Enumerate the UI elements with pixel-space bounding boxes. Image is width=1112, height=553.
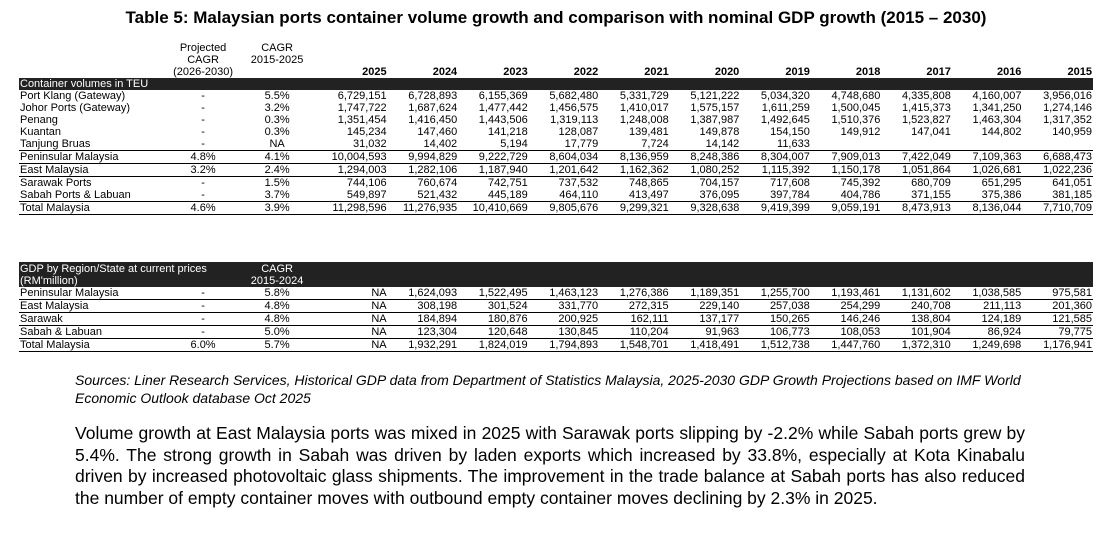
gdp-section-label-line: GDP by Region/State at current prices — [20, 263, 207, 275]
value-cell: 128,087 — [558, 126, 599, 138]
row-label: East Malaysia — [19, 300, 169, 313]
value-cell: 1,248,008 — [619, 114, 669, 126]
value-cell: 1,747,722 — [337, 102, 387, 114]
cagr-cell: 4.1% — [237, 151, 317, 164]
value-cell: 120,648 — [458, 326, 529, 339]
header-year: 2024 — [432, 66, 458, 78]
value-cell: 79,775 — [1022, 326, 1093, 339]
value-cell — [811, 138, 882, 151]
projected-cagr-cell: - — [169, 287, 237, 300]
value-cell: 1,447,760 — [811, 339, 882, 352]
value-cell: 123,304 — [388, 326, 459, 339]
row-label: Sarawak Ports — [20, 177, 92, 189]
cagr-cell: 3.7% — [264, 189, 290, 201]
value-cell: 6,729,151 — [337, 90, 387, 102]
table-row — [19, 339, 1093, 352]
value-cell: 14,402 — [423, 138, 458, 150]
value-cell: 147,041 — [911, 126, 951, 138]
row-label: Port Klang (Gateway) — [20, 90, 126, 102]
value-cell: 1,080,252 — [670, 164, 741, 177]
header-year: 2022 — [573, 66, 599, 78]
value-cell: 1,415,373 — [901, 102, 951, 114]
value-cell: 1,443,506 — [478, 114, 528, 126]
value-cell — [1022, 138, 1093, 151]
cagr-cell: 1.5% — [264, 177, 290, 189]
table-row — [19, 300, 1093, 313]
value-cell: 9,805,676 — [529, 202, 600, 215]
cagr-cell: NA — [269, 138, 285, 150]
value-cell: 464,110 — [559, 189, 599, 201]
value-cell: 141,218 — [487, 126, 528, 138]
value-cell: 376,095 — [699, 189, 740, 201]
value-cell: 17,779 — [564, 138, 599, 150]
value-cell: 9,222,729 — [458, 151, 529, 164]
cagr-cell: 3.2% — [264, 102, 290, 114]
teu-section-label: Container volumes in TEU — [19, 78, 1093, 90]
value-cell: 1,294,003 — [317, 164, 388, 177]
value-cell: 184,894 — [388, 313, 459, 326]
value-cell: 139,481 — [629, 126, 669, 138]
value-cell: 110,204 — [599, 326, 670, 339]
value-cell: 742,751 — [487, 177, 528, 189]
value-cell: 9,328,638 — [670, 202, 741, 215]
value-cell: 413,497 — [629, 189, 669, 201]
value-cell: NA — [317, 313, 388, 326]
table-row — [19, 202, 1093, 215]
value-cell: 1,351,454 — [337, 114, 387, 126]
value-cell: 1,274,146 — [1043, 102, 1092, 114]
value-cell: 201,360 — [1022, 300, 1093, 313]
value-cell — [881, 138, 952, 151]
table-row — [19, 114, 1093, 126]
cagr-cell: 2.4% — [237, 164, 317, 177]
value-cell: 257,038 — [740, 300, 811, 313]
value-cell: 149,912 — [840, 126, 881, 138]
value-cell: 1,418,491 — [670, 339, 741, 352]
value-cell: 371,155 — [911, 189, 951, 201]
row-label: Johor Ports (Gateway) — [20, 102, 131, 114]
value-cell: 1,317,352 — [1043, 114, 1092, 126]
value-cell: 1,512,738 — [740, 339, 811, 352]
value-cell: 1,372,310 — [881, 339, 952, 352]
value-cell: 149,878 — [699, 126, 740, 138]
header-year: 2017 — [926, 66, 951, 78]
value-cell: 11,276,935 — [388, 202, 459, 215]
value-cell: 4,160,007 — [972, 90, 1022, 102]
value-cell: 1,416,450 — [408, 114, 458, 126]
header-cagr-line: CAGR — [261, 42, 293, 54]
row-label: Tanjung Bruas — [20, 138, 91, 150]
gdp-cagr-header-line: 2015-2024 — [250, 274, 304, 287]
value-cell: 1,131,602 — [881, 287, 952, 300]
row-label: East Malaysia — [19, 164, 169, 177]
value-cell: 121,585 — [1022, 313, 1093, 326]
projected-cagr-cell: - — [201, 90, 205, 102]
value-cell: NA — [317, 287, 388, 300]
gdp-section-filler — [317, 262, 1093, 287]
value-cell: 1,410,017 — [619, 102, 669, 114]
value-cell: 240,708 — [881, 300, 952, 313]
value-cell: 8,473,913 — [881, 202, 952, 215]
value-cell: 1,794,893 — [529, 339, 600, 352]
projected-cagr-cell: - — [169, 313, 237, 326]
projected-cagr-cell: - — [201, 189, 205, 201]
header-year: 2018 — [855, 66, 881, 78]
value-cell: 1,189,351 — [670, 287, 741, 300]
teu-section-row — [19, 78, 1093, 90]
value-cell: NA — [317, 339, 388, 352]
gdp-table — [19, 262, 1093, 352]
value-cell: 1,193,461 — [811, 287, 882, 300]
value-cell: 108,053 — [811, 326, 882, 339]
value-cell: 397,784 — [770, 189, 810, 201]
cagr-cell: 0.3% — [264, 126, 290, 138]
value-cell: 180,876 — [458, 313, 529, 326]
gdp-cagr-header — [237, 262, 317, 287]
row-label: Total Malaysia — [19, 339, 169, 352]
value-cell: 375,386 — [981, 189, 1022, 201]
value-cell: 200,925 — [529, 313, 600, 326]
value-cell: 9,419,399 — [740, 202, 811, 215]
value-cell: 1,201,642 — [529, 164, 600, 177]
table-row — [19, 287, 1093, 300]
value-cell: 760,674 — [417, 177, 458, 189]
projected-cagr-cell: - — [201, 114, 205, 126]
table-row — [19, 164, 1093, 177]
value-cell: 3,956,016 — [1043, 90, 1092, 102]
value-cell: 150,265 — [740, 313, 811, 326]
value-cell: 1,611,259 — [761, 102, 810, 114]
value-cell: 1,932,291 — [388, 339, 459, 352]
row-label: Sabah Ports & Labuan — [20, 189, 131, 201]
table-row — [19, 326, 1093, 339]
value-cell: 745,392 — [840, 177, 881, 189]
value-cell: 744,106 — [346, 177, 387, 189]
value-cell: 1,624,093 — [388, 287, 459, 300]
value-cell: 91,963 — [670, 326, 741, 339]
value-cell: 7,710,709 — [1022, 202, 1093, 215]
value-cell: 162,111 — [599, 313, 670, 326]
value-cell: 1,319,113 — [550, 114, 599, 126]
table-row — [19, 126, 1093, 138]
value-cell: 9,059,191 — [811, 202, 882, 215]
value-cell: 138,804 — [881, 313, 952, 326]
value-cell: 8,304,007 — [740, 151, 811, 164]
value-cell: 137,177 — [670, 313, 741, 326]
projected-cagr-cell: - — [201, 177, 205, 189]
header-year: 2025 — [362, 66, 387, 78]
value-cell: 86,924 — [952, 326, 1023, 339]
value-cell: 272,315 — [599, 300, 670, 313]
value-cell: 651,295 — [981, 177, 1022, 189]
row-label: Penang — [20, 114, 58, 126]
table-header-row — [19, 36, 1093, 78]
sources-note: Sources: Liner Research Services, Historical GDP data from Department of Statistics Malaysia, 2025-2030 GDP Growth Projections based on IMF World Economic Outlook database Oct 2025 — [75, 372, 1021, 406]
value-cell: 1,115,392 — [740, 164, 811, 177]
value-cell: 301,524 — [458, 300, 529, 313]
value-cell: 31,032 — [353, 138, 387, 150]
cagr-cell: 4.8% — [237, 313, 317, 326]
header-projected-line: CAGR — [187, 54, 219, 66]
value-cell: 445,189 — [487, 189, 528, 201]
value-cell: 254,299 — [811, 300, 882, 313]
projected-cagr-cell: 3.2% — [169, 164, 237, 177]
value-cell: 7,909,013 — [811, 151, 882, 164]
table-row — [19, 189, 1093, 202]
row-label: Peninsular Malaysia — [19, 151, 169, 164]
value-cell: 381,185 — [1052, 189, 1092, 201]
value-cell: 7,109,363 — [952, 151, 1023, 164]
value-cell: 140,959 — [1052, 126, 1092, 138]
value-cell: 975,581 — [1022, 287, 1093, 300]
value-cell: 737,532 — [558, 177, 599, 189]
value-cell: 10,004,593 — [317, 151, 388, 164]
value-cell: 211,113 — [952, 300, 1023, 313]
value-cell: 106,773 — [740, 326, 811, 339]
value-cell: 549,897 — [346, 189, 387, 201]
value-cell: 308,198 — [388, 300, 459, 313]
value-cell: 144,802 — [981, 126, 1022, 138]
table-row — [19, 151, 1093, 164]
value-cell: 146,246 — [811, 313, 882, 326]
value-cell: 5,034,320 — [760, 90, 810, 102]
projected-cagr-cell: 4.8% — [169, 151, 237, 164]
value-cell: 1,022,236 — [1022, 164, 1093, 177]
value-cell: 11,298,596 — [317, 202, 388, 215]
value-cell: 4,335,808 — [901, 90, 951, 102]
value-cell: 1,575,157 — [690, 102, 740, 114]
cagr-cell: 0.3% — [264, 114, 290, 126]
value-cell: 1,276,386 — [599, 287, 670, 300]
value-cell: 404,786 — [840, 189, 881, 201]
value-cell: 8,248,386 — [670, 151, 741, 164]
value-cell: 101,904 — [881, 326, 952, 339]
value-cell: 4,748,680 — [831, 90, 881, 102]
value-cell: 9,299,321 — [599, 202, 670, 215]
value-cell: 1,255,700 — [740, 287, 811, 300]
value-cell: 1,176,941 — [1022, 339, 1093, 352]
header-year: 2015 — [1067, 66, 1092, 78]
header-projected-cagr — [169, 36, 237, 78]
value-cell: 1,051,864 — [881, 164, 952, 177]
value-cell: 130,845 — [529, 326, 600, 339]
row-label: Peninsular Malaysia — [19, 287, 169, 300]
value-cell: 6,688,473 — [1022, 151, 1093, 164]
value-cell: 1,687,624 — [408, 102, 458, 114]
value-cell: 680,709 — [911, 177, 951, 189]
value-cell: 1,282,106 — [388, 164, 459, 177]
value-cell: 10,410,669 — [458, 202, 529, 215]
row-label: Kuantan — [20, 126, 61, 138]
value-cell: NA — [317, 326, 388, 339]
value-cell: 1,477,442 — [478, 102, 528, 114]
value-cell: 1,387,987 — [690, 114, 740, 126]
projected-cagr-cell: - — [201, 138, 205, 150]
value-cell: 124,189 — [952, 313, 1023, 326]
value-cell: 6,155,369 — [478, 90, 528, 102]
projected-cagr-cell: 6.0% — [169, 339, 237, 352]
value-cell: 11,633 — [777, 138, 810, 150]
row-label: Sarawak — [19, 313, 169, 326]
value-cell: 1,523,827 — [901, 114, 951, 126]
value-cell: 1,038,585 — [952, 287, 1023, 300]
value-cell: 1,492,645 — [760, 114, 810, 126]
value-cell: 145,234 — [346, 126, 387, 138]
table-row — [19, 102, 1093, 114]
header-year: 2020 — [714, 66, 740, 78]
value-cell: 1,150,178 — [811, 164, 882, 177]
value-cell: NA — [317, 300, 388, 313]
value-cell: 1,522,495 — [458, 287, 529, 300]
value-cell: 1,500,045 — [831, 102, 881, 114]
header-year: 2016 — [996, 66, 1022, 78]
header-blank — [19, 36, 169, 78]
table-row — [19, 90, 1093, 102]
value-cell: 229,140 — [670, 300, 741, 313]
value-cell: 6,728,893 — [408, 90, 458, 102]
value-cell: 8,136,959 — [599, 151, 670, 164]
gdp-cagr-header-line: CAGR — [261, 262, 293, 275]
value-cell: 1,548,701 — [599, 339, 670, 352]
value-cell: 154,150 — [770, 126, 810, 138]
row-label: Total Malaysia — [19, 202, 169, 215]
projected-cagr-cell: - — [169, 326, 237, 339]
value-cell: 1,510,376 — [831, 114, 881, 126]
gdp-section-label-line: (RM'million) — [20, 275, 78, 287]
value-cell: 1,026,681 — [952, 164, 1023, 177]
cagr-cell: 3.9% — [237, 202, 317, 215]
value-cell: 748,865 — [629, 177, 669, 189]
value-cell: 1,341,250 — [972, 102, 1022, 114]
header-year: 2023 — [503, 66, 528, 78]
value-cell: 5,682,480 — [549, 90, 599, 102]
header-cagr — [237, 36, 317, 78]
value-cell: 1,463,304 — [972, 114, 1022, 126]
row-label: Sabah & Labuan — [19, 326, 169, 339]
value-cell: 5,194 — [500, 138, 528, 150]
value-cell: 331,770 — [529, 300, 600, 313]
container-volume-table — [19, 36, 1093, 215]
cagr-cell: 5.7% — [237, 339, 317, 352]
header-cagr-line: 2015-2025 — [250, 54, 304, 66]
value-cell: 704,157 — [699, 177, 740, 189]
value-cell: 5,331,729 — [619, 90, 669, 102]
value-cell: 7,724 — [641, 138, 669, 150]
value-cell: 147,460 — [417, 126, 458, 138]
table-row — [19, 138, 1093, 151]
value-cell: 717,608 — [770, 177, 810, 189]
projected-cagr-cell: 4.6% — [169, 202, 237, 215]
value-cell: 1,162,362 — [599, 164, 670, 177]
value-cell: 5,121,222 — [690, 90, 740, 102]
value-cell: 1,463,123 — [529, 287, 600, 300]
value-cell: 14,142 — [705, 138, 740, 150]
value-cell: 9,994,829 — [388, 151, 459, 164]
value-cell: 1,187,940 — [458, 164, 529, 177]
cagr-cell: 4.8% — [237, 300, 317, 313]
gdp-section-label — [19, 262, 237, 287]
value-cell: 1,249,698 — [952, 339, 1023, 352]
header-year: 2021 — [644, 66, 669, 78]
value-cell: 8,604,034 — [529, 151, 600, 164]
value-cell: 1,456,575 — [549, 102, 599, 114]
header-projected-line: Projected — [179, 42, 227, 54]
value-cell: 641,051 — [1052, 177, 1092, 189]
cagr-cell: 5.0% — [237, 326, 317, 339]
header-projected-line: (2026-2030) — [173, 66, 234, 78]
value-cell — [952, 138, 1023, 151]
value-cell: 7,422,049 — [881, 151, 952, 164]
cagr-cell: 5.8% — [237, 287, 317, 300]
table-row — [19, 177, 1093, 190]
projected-cagr-cell: - — [169, 300, 237, 313]
value-cell: 8,136,044 — [952, 202, 1023, 215]
header-year: 2019 — [785, 66, 810, 78]
table-row — [19, 313, 1093, 326]
table-title: Table 5: Malaysian ports container volume growth and comparison with nominal GDP growth (2015 – 2030) — [125, 8, 987, 27]
projected-cagr-cell: - — [201, 102, 205, 114]
value-cell: 521,432 — [417, 189, 458, 201]
cagr-cell: 5.5% — [264, 90, 290, 102]
gdp-section-row — [19, 262, 1093, 287]
value-cell: 1,824,019 — [458, 339, 529, 352]
body-paragraph: Volume growth at East Malaysia ports was mixed in 2025 with Sarawak ports slipping by -2.2% while Sabah ports grew by 5.4%. The strong growth in Sabah was driven by laden exports which increased by 33.8%, especially at Kota Kinabalu driven by increased photovoltaic glass shipments. The improvement in the trade balance at Sabah ports has also reduced the number of empty container moves with outbound empty container moves declining by 2.3% in 2025. — [75, 423, 1025, 508]
projected-cagr-cell: - — [201, 126, 205, 138]
